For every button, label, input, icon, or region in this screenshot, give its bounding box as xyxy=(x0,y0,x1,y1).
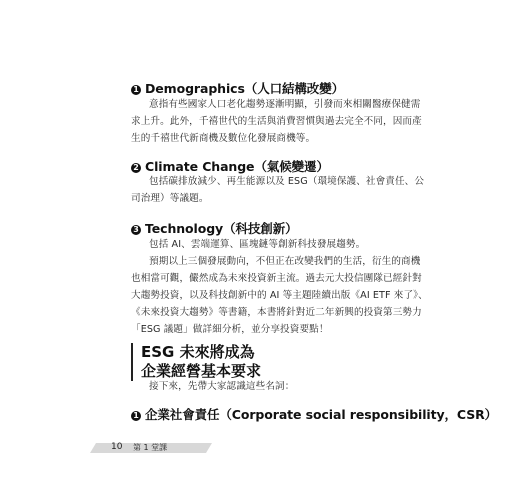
paragraph-climate-change xyxy=(131,173,425,207)
section-title-line: 企業經營基本要求 xyxy=(141,362,262,380)
paragraph-technology xyxy=(131,236,428,338)
text-line: 司治理）等議題。 xyxy=(131,193,209,204)
text-line: 《未來投資大趨勢》等書籍，本書將針對近二年新興的投資第三勢力 xyxy=(131,307,422,318)
text-line: 預期以上三個發展動向，不但正在改變我們的生活，衍生的商機 xyxy=(149,256,421,267)
chapter-label: 第 1 堂課 xyxy=(133,443,168,452)
text-line: 求上升。此外，千禧世代的生活與消費習慣與過去完全不同，因而產 xyxy=(131,116,422,127)
text-line: 「ESG 議題」做詳細分析，並分享投資要點！ xyxy=(131,324,329,335)
heading-demographics xyxy=(131,79,344,97)
paragraph-intro xyxy=(131,378,393,395)
text-line: 接下來，先帶大家認識這些名詞： xyxy=(149,381,295,392)
text-line: 大趨勢投資，以及科技創新中的 AI 等主題陸續出版《AI ETF 來了》、 xyxy=(131,290,428,301)
heading-text: Demographics（人口結構改變） xyxy=(145,81,344,96)
heading-text: Technology（科技創新） xyxy=(145,221,298,236)
text-line: 包括 AI、雲端運算、區塊鏈等創新科技發展趨勢。 xyxy=(149,239,366,250)
heading-technology xyxy=(131,219,298,237)
heading-csr xyxy=(131,405,497,423)
heading-text: 企業社會責任（Corporate social responsibility，CSR） xyxy=(145,407,498,422)
text-line: 生的千禧世代新商機及數位化發展商機等。 xyxy=(131,133,316,144)
page-number: 10 xyxy=(111,442,123,452)
text-line: 包括碳排放減少、再生能源以及 ESG（環境保護、社會責任、公 xyxy=(149,176,425,187)
bullet-number: 3 xyxy=(131,225,141,235)
section-title-line: ESG 未來將成為 xyxy=(141,343,255,361)
heading-text: Climate Change（氣候變遷） xyxy=(145,159,329,174)
section-title xyxy=(131,343,261,381)
paragraph-demographics xyxy=(131,96,422,147)
bullet-number: 1 xyxy=(131,411,141,421)
bullet-number: 2 xyxy=(131,163,141,173)
text-line: 也相當可觀，儼然成為未來投資新主流。過去元大投信團隊已經針對 xyxy=(131,273,422,284)
text-line: 意指有些國家人口老化趨勢逐漸明顯，引發而來相關醫療保健需 xyxy=(149,99,421,110)
bullet-number: 1 xyxy=(131,85,141,95)
